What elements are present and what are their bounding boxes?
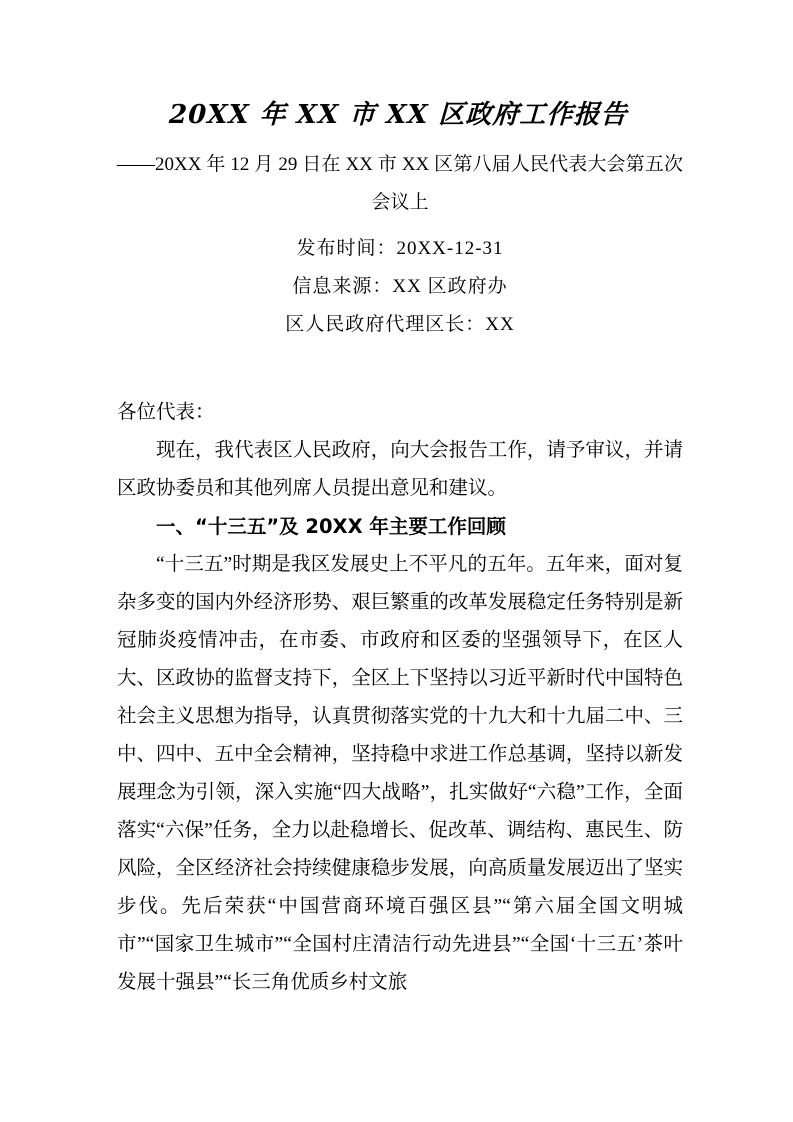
section-one-heading: 一、“十三五”及 20XX 年主要工作回顾 xyxy=(156,515,506,538)
document-subtitle: ——20XX 年 12 月 29 日在 XX 市 XX 区第八届人民代表大会第五次会议上 xyxy=(117,154,683,213)
document-body xyxy=(117,344,683,1002)
opening-paragraph: 现在，我代表区人民政府，向大会报告工作，请予审议，并请区政协委员和其他列席人员提出意见和建议。 xyxy=(117,440,683,499)
section-one-paragraph: “十三五”时期是我区发展史上不平凡的五年。五年来，面对复杂多变的国内外经济形势、艰巨繁重的改革发展稳定任务特别是新冠肺炎疫情冲击，在市委、市政府和区委的坚强领导下，在区人大、区政协的监督支持下，全区上下坚持以习近平新时代中国特色社会主义思想为指导，认真贯彻落实党的十九大和十九届二中、三中、四中、五中全会精神，坚持稳中求进工作总基调，坚持以新发展理念为引领，深入实施“四大战略”，扎实做好“六稳”工作，全面落实“六保”任务，全力以赴稳增长、促改革、调结构、惠民生、防风险，全区经济社会持续健康稳步发展，向高质量发展迈出了坚实步伐。先后荣获“中国营商环境百强区县”“第六届全国文明城市”“国家卫生城市”“全国村庄清洁行动先进县”“全国‘十三五’茶叶发展十强县”“长三角优质乡村文旅 xyxy=(117,554,683,993)
meta-publish-time: 发布时间：20XX-12-31 xyxy=(296,238,504,259)
document-title: 20XX 年 XX 市 XX 区政府工作报告 xyxy=(168,100,629,130)
meta-speaker: 区人民政府代理区长：XX xyxy=(285,314,515,335)
page-content xyxy=(117,0,683,1002)
meta-information-source: 信息来源：XX 区政府办 xyxy=(292,276,508,297)
salutation: 各位代表： xyxy=(117,402,215,423)
document-meta xyxy=(117,222,683,344)
